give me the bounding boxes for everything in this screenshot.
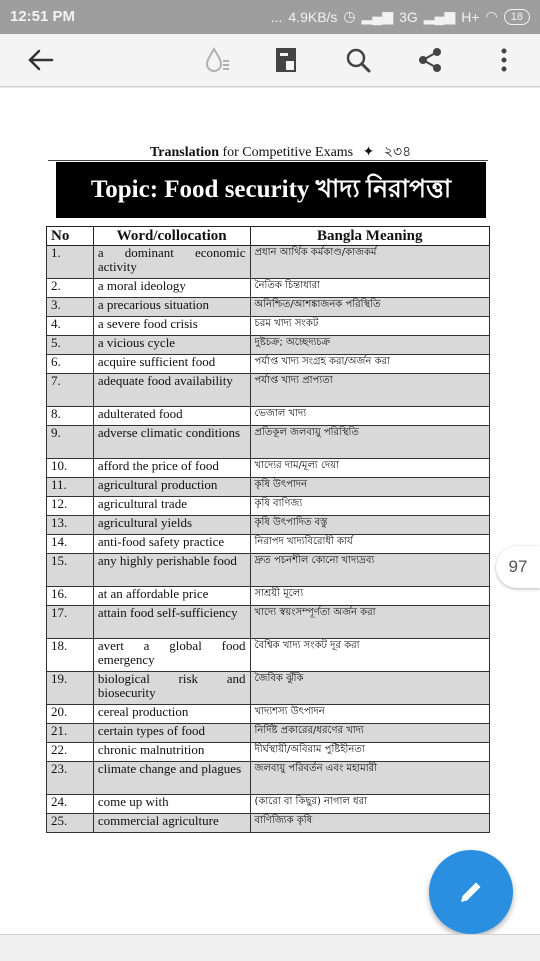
signal-icon: ▂▄▆: [361, 8, 394, 24]
table-row: [47, 246, 490, 279]
header-title: Translation: [150, 145, 219, 160]
row-word: chronic malnutrition: [93, 743, 250, 762]
row-bangla: নিরাপদ খাদ্যবিরোধী কার্য: [250, 535, 490, 554]
col-header-no: No: [47, 227, 94, 246]
search-icon[interactable]: [338, 40, 378, 80]
table-body: [47, 246, 490, 833]
row-word: acquire sufficient food: [93, 355, 250, 374]
document-page[interactable]: [0, 88, 540, 934]
page-indicator-number: 97: [508, 557, 528, 576]
col-header-bangla: Bangla Meaning: [250, 227, 490, 246]
row-word: avert a global food emergency: [93, 639, 250, 672]
row-number: 24.: [47, 795, 94, 814]
header-rule: [48, 160, 488, 161]
status-time: 12:51 PM: [10, 8, 76, 25]
row-bangla: অনিশ্চিত/আশঙ্কাজনক পরিস্থিতি: [250, 298, 490, 317]
row-bangla: জলবায়ু পরিবর্তন এবং মহামারী: [250, 762, 490, 795]
row-word: come up with: [93, 795, 250, 814]
table-row: [47, 426, 490, 459]
table-row: [47, 317, 490, 336]
row-bangla: বৈশ্বিক খাদ্য সংকট দূর করা: [250, 639, 490, 672]
row-number: 3.: [47, 298, 94, 317]
row-bangla: খাদ্যে স্বয়ংসম্পূর্ণতা অর্জন করা: [250, 606, 490, 639]
row-word: agricultural trade: [93, 497, 250, 516]
alarm-icon: ◷: [343, 8, 356, 24]
status-icons: [271, 8, 530, 25]
row-number: 15.: [47, 554, 94, 587]
row-word: commercial agriculture: [93, 814, 250, 833]
header-page-number: ২৩৪: [383, 145, 412, 160]
table-row: [47, 497, 490, 516]
row-word: a dominant economic activity: [93, 246, 250, 279]
row-number: 4.: [47, 317, 94, 336]
row-number: 12.: [47, 497, 94, 516]
row-bangla: কৃষি উৎপাদন: [250, 478, 490, 497]
row-bangla: পর্যাপ্ত খাদ্য প্রাপ্যতা: [250, 374, 490, 407]
table-row: [47, 705, 490, 724]
table-row: [47, 606, 490, 639]
row-bangla: চরম খাদ্য সংকট: [250, 317, 490, 336]
table-row: [47, 762, 490, 795]
toolbar: [0, 34, 540, 87]
ink-drop-icon[interactable]: [196, 40, 236, 80]
col-header-word: Word/collocation: [93, 227, 250, 246]
table-row: [47, 535, 490, 554]
row-bangla: খাদ্যের দাম/মূল্য দেয়া: [250, 459, 490, 478]
row-word: adulterated food: [93, 407, 250, 426]
table-row: [47, 279, 490, 298]
row-bangla: পর্যাপ্ত খাদ্য সংগ্রহ করা/অর্জন করা: [250, 355, 490, 374]
status-bar: [0, 0, 540, 34]
wifi-icon: ◠: [485, 8, 498, 24]
row-number: 23.: [47, 762, 94, 795]
row-number: 2.: [47, 279, 94, 298]
row-number: 5.: [47, 336, 94, 355]
table-row: [47, 795, 490, 814]
row-number: 9.: [47, 426, 94, 459]
row-number: 11.: [47, 478, 94, 497]
row-number: 14.: [47, 535, 94, 554]
table-row: [47, 298, 490, 317]
row-number: 7.: [47, 374, 94, 407]
row-bangla: সাশ্রয়ী মূল্যে: [250, 587, 490, 606]
row-bangla: (কারো বা কিছুর) নাগাল ধরা: [250, 795, 490, 814]
row-word: anti-food safety practice: [93, 535, 250, 554]
back-arrow-icon[interactable]: [20, 40, 60, 80]
table-row: [47, 336, 490, 355]
row-word: a moral ideology: [93, 279, 250, 298]
row-word: a precarious situation: [93, 298, 250, 317]
table-row: [47, 639, 490, 672]
row-word: a severe food crisis: [93, 317, 250, 336]
row-bangla: জৈবিক ঝুঁকি: [250, 672, 490, 705]
row-bangla: প্রধান আর্থিক কর্মকাণ্ড/কাজকর্ম: [250, 246, 490, 279]
topic-title: Topic: Food security খাদ্য নিরাপত্তা: [90, 175, 452, 203]
row-word: climate change and plagues: [93, 762, 250, 795]
row-bangla: নির্দিষ্ট প্রকারের/ধরণের খাদ্য: [250, 724, 490, 743]
row-bangla: ভেজাল খাদ্য: [250, 407, 490, 426]
header-star-icon: ✦: [362, 145, 375, 160]
row-bangla: কৃষি উৎপাদিত বস্তু: [250, 516, 490, 535]
row-word: a vicious cycle: [93, 336, 250, 355]
row-word: at an affordable price: [93, 587, 250, 606]
table-row: [47, 459, 490, 478]
topic-banner: [56, 162, 486, 218]
row-word: agricultural yields: [93, 516, 250, 535]
row-number: 10.: [47, 459, 94, 478]
reading-mode-icon[interactable]: [266, 40, 306, 80]
vocabulary-table: [46, 226, 490, 833]
row-number: 18.: [47, 639, 94, 672]
page-indicator[interactable]: [496, 546, 540, 588]
row-word: cereal production: [93, 705, 250, 724]
table-row: [47, 478, 490, 497]
row-word: adverse climatic conditions: [93, 426, 250, 459]
row-bangla: দীর্ঘস্থায়ী/অবিরাম পুষ্টিহীনতা: [250, 743, 490, 762]
signal2-icon: ▂▄▆: [423, 8, 456, 24]
row-number: 16.: [47, 587, 94, 606]
row-number: 20.: [47, 705, 94, 724]
battery-level: 18: [504, 9, 530, 25]
edit-fab-button[interactable]: [429, 850, 513, 934]
table-row: [47, 672, 490, 705]
row-number: 22.: [47, 743, 94, 762]
row-number: 1.: [47, 246, 94, 279]
network-speed: 4.9KB/s: [288, 8, 338, 25]
edit-pencil-icon: [456, 877, 486, 907]
row-word: biological risk and biosecurity: [93, 672, 250, 705]
table-header-row: [47, 227, 490, 246]
row-word: attain food self-sufficiency: [93, 606, 250, 639]
row-number: 19.: [47, 672, 94, 705]
row-number: 8.: [47, 407, 94, 426]
table-row: [47, 724, 490, 743]
share-icon[interactable]: [410, 40, 450, 80]
row-bangla: দ্রুত পচনশীল কোনো খাদ্যদ্রব্য: [250, 554, 490, 587]
status-dots: ...: [270, 8, 283, 25]
table-row: [47, 374, 490, 407]
table-row: [47, 516, 490, 535]
table-row: [47, 587, 490, 606]
row-number: 17.: [47, 606, 94, 639]
row-word: agricultural production: [93, 478, 250, 497]
row-number: 6.: [47, 355, 94, 374]
bottom-bar: [0, 934, 540, 961]
row-bangla: প্রতিকূল জলবায়ু পরিস্থিতি: [250, 426, 490, 459]
row-bangla: দুষ্টচক্র; অচ্ছেদ্যচক্র: [250, 336, 490, 355]
table-row: [47, 407, 490, 426]
table-row: [47, 554, 490, 587]
table-row: [47, 743, 490, 762]
row-bangla: বাণিজ্যিক কৃষি: [250, 814, 490, 833]
row-word: adequate food availability: [93, 374, 250, 407]
row-word: afford the price of food: [93, 459, 250, 478]
row-bangla: নৈতিক চিন্তাধারা: [250, 279, 490, 298]
network-type: 3G: [399, 8, 418, 25]
row-word: certain types of food: [93, 724, 250, 743]
row-number: 13.: [47, 516, 94, 535]
table-row: [47, 814, 490, 833]
header-subtitle: for Competitive Exams: [222, 145, 354, 160]
row-bangla: খাদ্যশস্য উৎপাদন: [250, 705, 490, 724]
more-vert-icon[interactable]: [484, 40, 524, 80]
row-word: any highly perishable food: [93, 554, 250, 587]
network-type-2: H+: [461, 8, 480, 25]
row-bangla: কৃষি বাণিজ্য: [250, 497, 490, 516]
row-number: 25.: [47, 814, 94, 833]
table-row: [47, 355, 490, 374]
row-number: 21.: [47, 724, 94, 743]
